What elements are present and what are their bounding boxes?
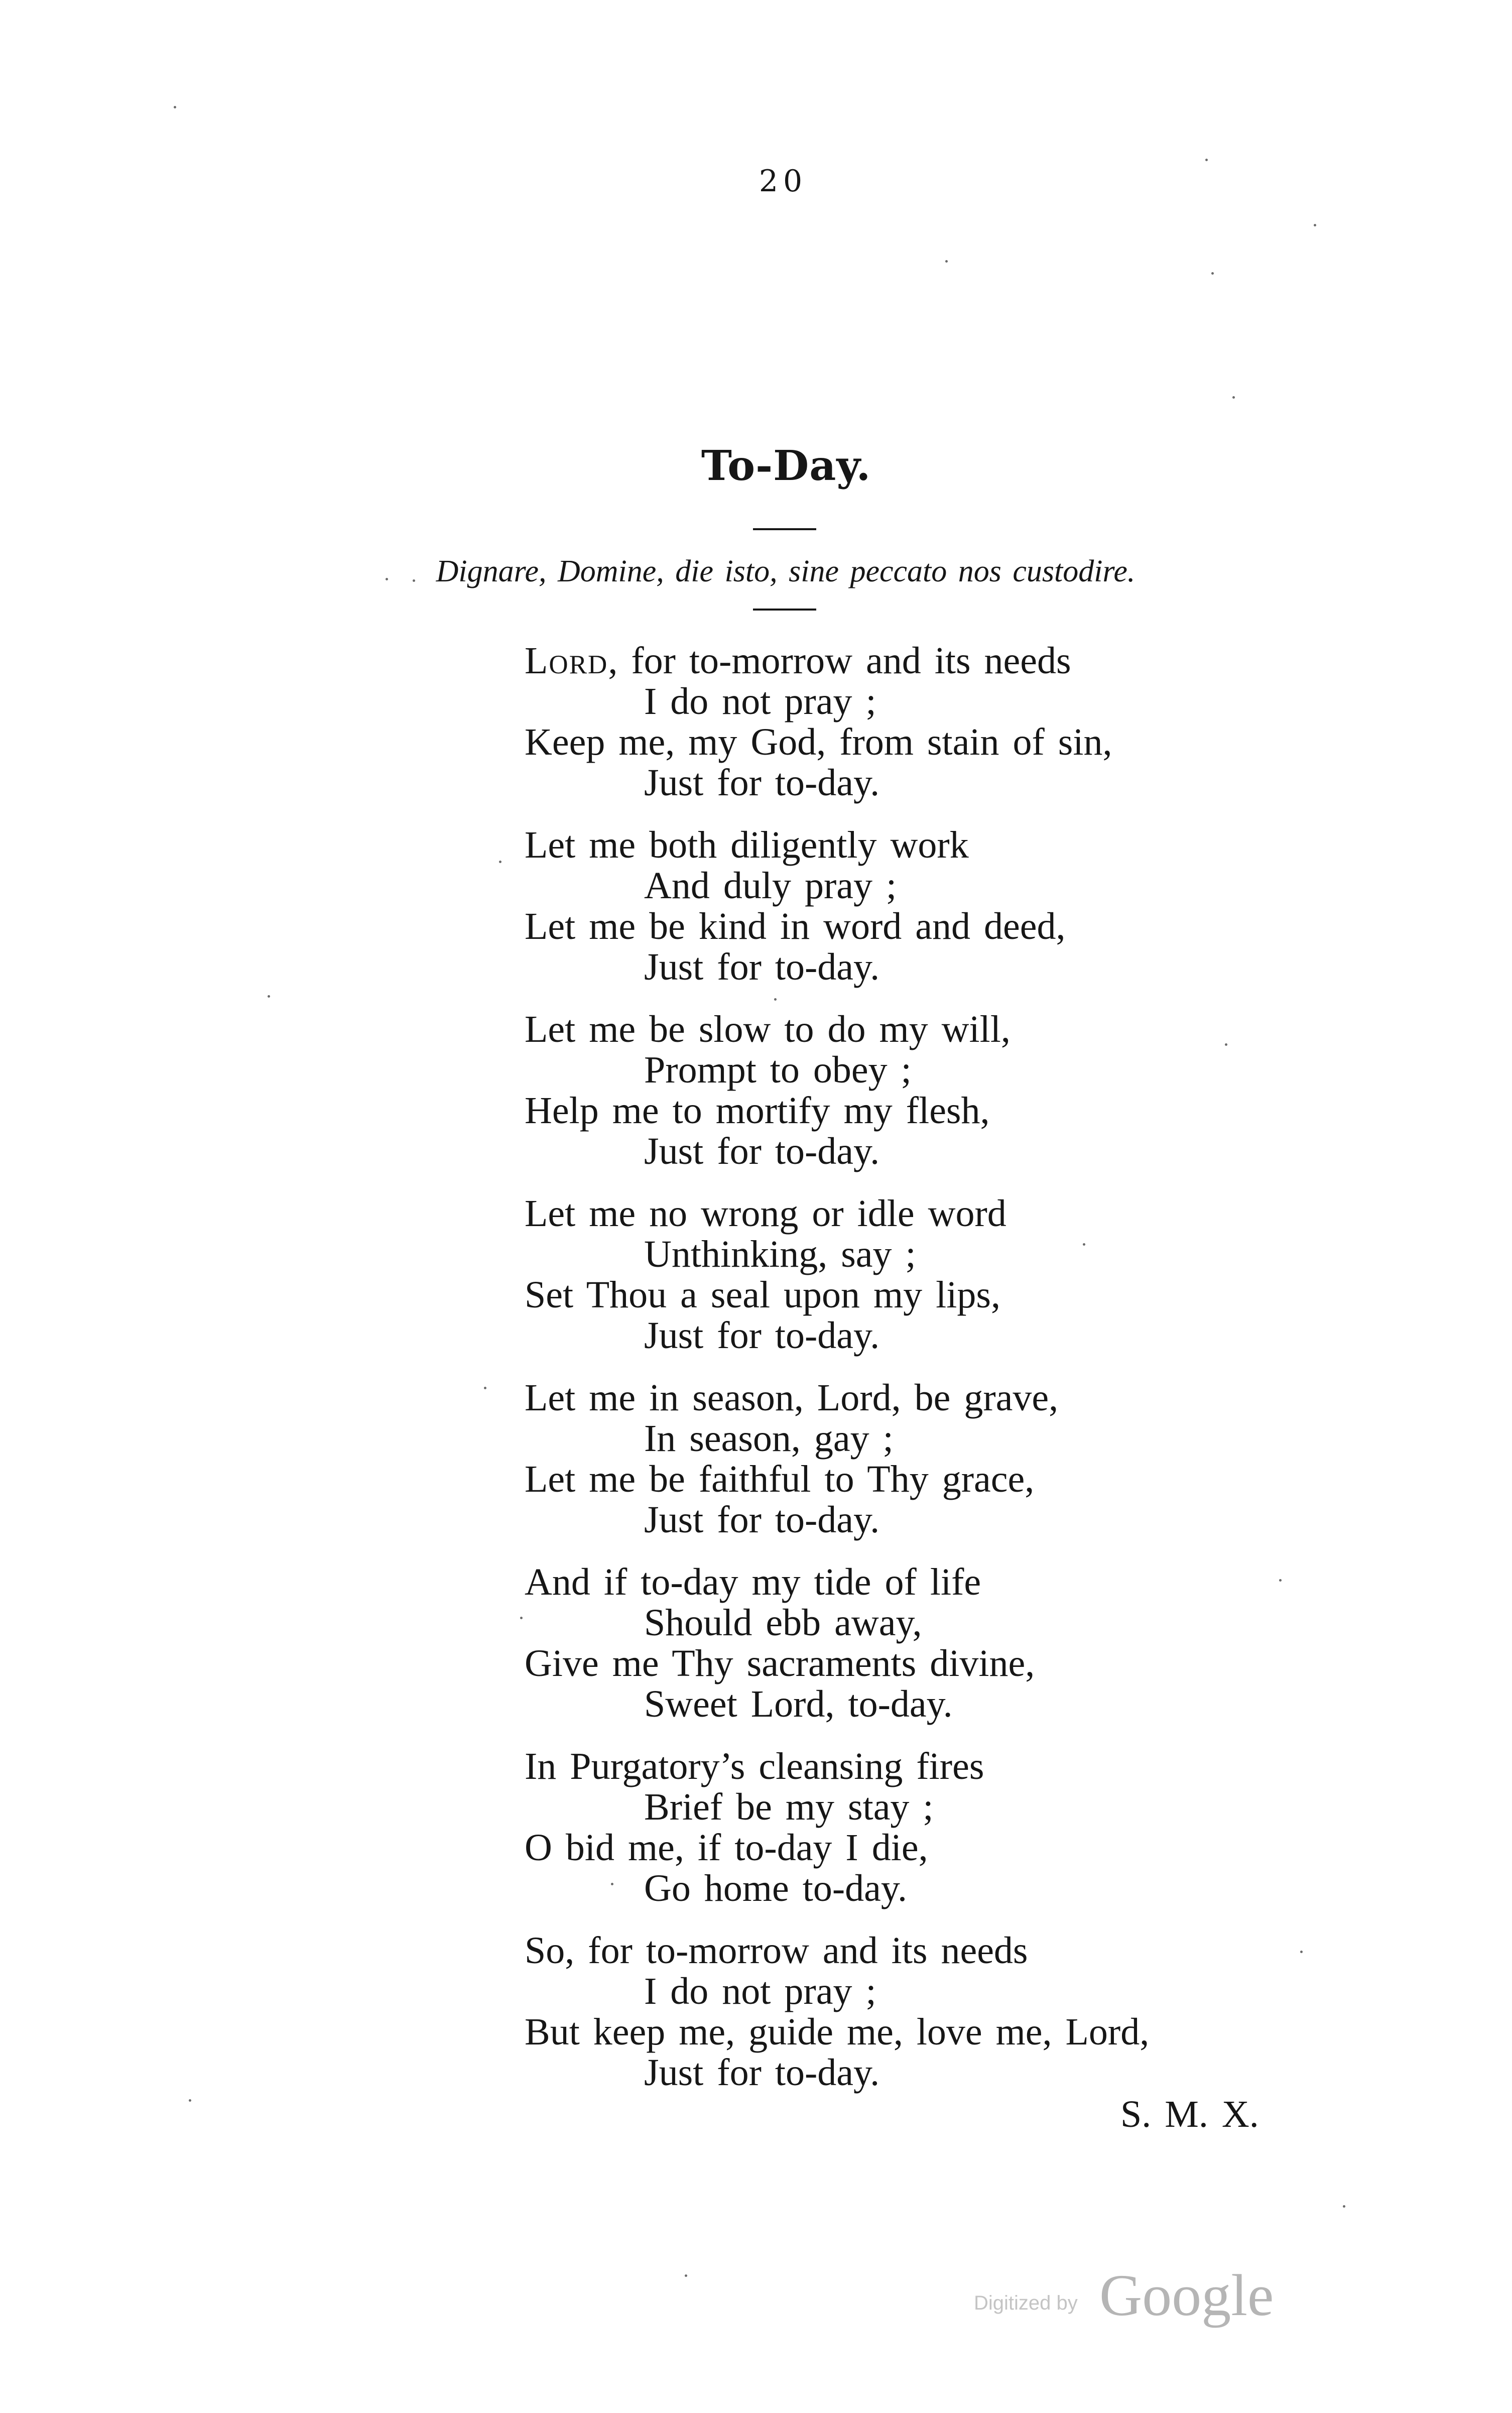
poem-line: I do not pray ; bbox=[644, 1970, 876, 2012]
scan-speck bbox=[774, 998, 777, 1001]
stanza-3 bbox=[525, 1009, 1278, 1172]
scan-speck bbox=[1279, 1579, 1282, 1582]
scan-speck bbox=[1232, 396, 1235, 399]
poem-line: And duly pray ; bbox=[644, 865, 897, 907]
poem-line: O bid me, if to-day I die, bbox=[525, 1827, 928, 1869]
poem-line: I do not pray ; bbox=[644, 680, 876, 722]
poem-line: Give me Thy sacraments divine, bbox=[525, 1642, 1035, 1684]
poem-body bbox=[525, 641, 1278, 2115]
poem-line bbox=[525, 641, 1278, 681]
poem-line: Let me both diligently work bbox=[525, 824, 969, 866]
poem-line: Sweet Lord, to-day. bbox=[644, 1683, 953, 1725]
poem-line: In season, gay ; bbox=[644, 1417, 894, 1460]
poem-line: Let me be slow to do my will, bbox=[525, 1008, 1011, 1050]
scan-speck bbox=[685, 2274, 687, 2277]
scan-speck bbox=[1343, 2205, 1345, 2208]
scan-speck bbox=[945, 260, 948, 263]
stanza-2 bbox=[525, 825, 1278, 988]
scan-speck bbox=[611, 1883, 613, 1885]
author-signature: S. M. X. bbox=[1120, 2093, 1259, 2135]
poem-line: Just for to-day. bbox=[644, 1499, 880, 1541]
poem-line: Help me to mortify my flesh, bbox=[525, 1090, 990, 1132]
poem-title: To-Day. bbox=[701, 442, 871, 490]
page-number: 20 bbox=[759, 164, 808, 199]
watermark-brand: Google bbox=[1099, 2262, 1274, 2328]
poem-line: Just for to-day. bbox=[644, 2052, 880, 2094]
stanza-8 bbox=[525, 1931, 1278, 2093]
scan-speck bbox=[484, 1387, 486, 1389]
scan-speck bbox=[499, 861, 501, 863]
poem-line: Should ebb away, bbox=[644, 1602, 922, 1644]
stanza-5 bbox=[525, 1378, 1278, 1540]
scan-speck bbox=[1083, 1243, 1085, 1246]
epigraph: Dignare, Domine, die isto, sine peccato nos custodire. bbox=[436, 554, 1136, 588]
scan-speck bbox=[174, 106, 176, 108]
poem-line: Brief be my stay ; bbox=[644, 1786, 934, 1828]
scan-speck bbox=[520, 1617, 523, 1619]
title-rule-top bbox=[753, 528, 816, 530]
scan-speck bbox=[413, 579, 415, 582]
stanza-4 bbox=[525, 1193, 1278, 1356]
title-rule-bottom bbox=[753, 609, 816, 611]
scan-speck bbox=[1225, 1043, 1227, 1046]
stanza-1 bbox=[525, 641, 1278, 803]
poem-line: Just for to-day. bbox=[644, 762, 880, 804]
scan-speck bbox=[386, 578, 388, 580]
stanza-7 bbox=[525, 1746, 1278, 1909]
scan-speck bbox=[1205, 159, 1208, 161]
poem-line: Just for to-day. bbox=[644, 946, 880, 988]
poem-line: Set Thou a seal upon my lips, bbox=[525, 1274, 1000, 1316]
poem-line: Just for to-day. bbox=[644, 1130, 880, 1172]
scan-speck bbox=[1300, 1951, 1303, 1953]
poem-line: Go home to-day. bbox=[644, 1867, 907, 1909]
poem-line: Let me be faithful to Thy grace, bbox=[525, 1458, 1035, 1500]
stanza-6 bbox=[525, 1562, 1278, 1725]
poem-line: Let me in season, Lord, be grave, bbox=[525, 1377, 1059, 1419]
scan-speck bbox=[268, 995, 270, 998]
watermark-prefix: Digitized by bbox=[974, 2292, 1078, 2314]
poem-line: Just for to-day. bbox=[644, 1314, 880, 1357]
poem-line: Let me no wrong or idle word bbox=[525, 1192, 1006, 1235]
line-text: , for to-morrow and its needs bbox=[608, 640, 1071, 682]
poem-line: In Purgatory’s cleansing fires bbox=[525, 1745, 984, 1787]
poem-line: Keep me, my God, from stain of sin, bbox=[525, 721, 1112, 763]
poem-line: Unthinking, say ; bbox=[644, 1233, 916, 1275]
scan-speck bbox=[1211, 272, 1214, 275]
poem-line: But keep me, guide me, love me, Lord, bbox=[525, 2011, 1150, 2053]
scan-speck bbox=[189, 2099, 191, 2102]
poem-line: So, for to-morrow and its needs bbox=[525, 1929, 1028, 1972]
poem-line: Let me be kind in word and deed, bbox=[525, 905, 1066, 947]
poem-line: And if to-day my tide of life bbox=[525, 1561, 981, 1603]
scan-speck bbox=[1314, 224, 1316, 226]
opening-word: Lord bbox=[525, 640, 608, 682]
poem-line: Prompt to obey ; bbox=[644, 1049, 912, 1091]
